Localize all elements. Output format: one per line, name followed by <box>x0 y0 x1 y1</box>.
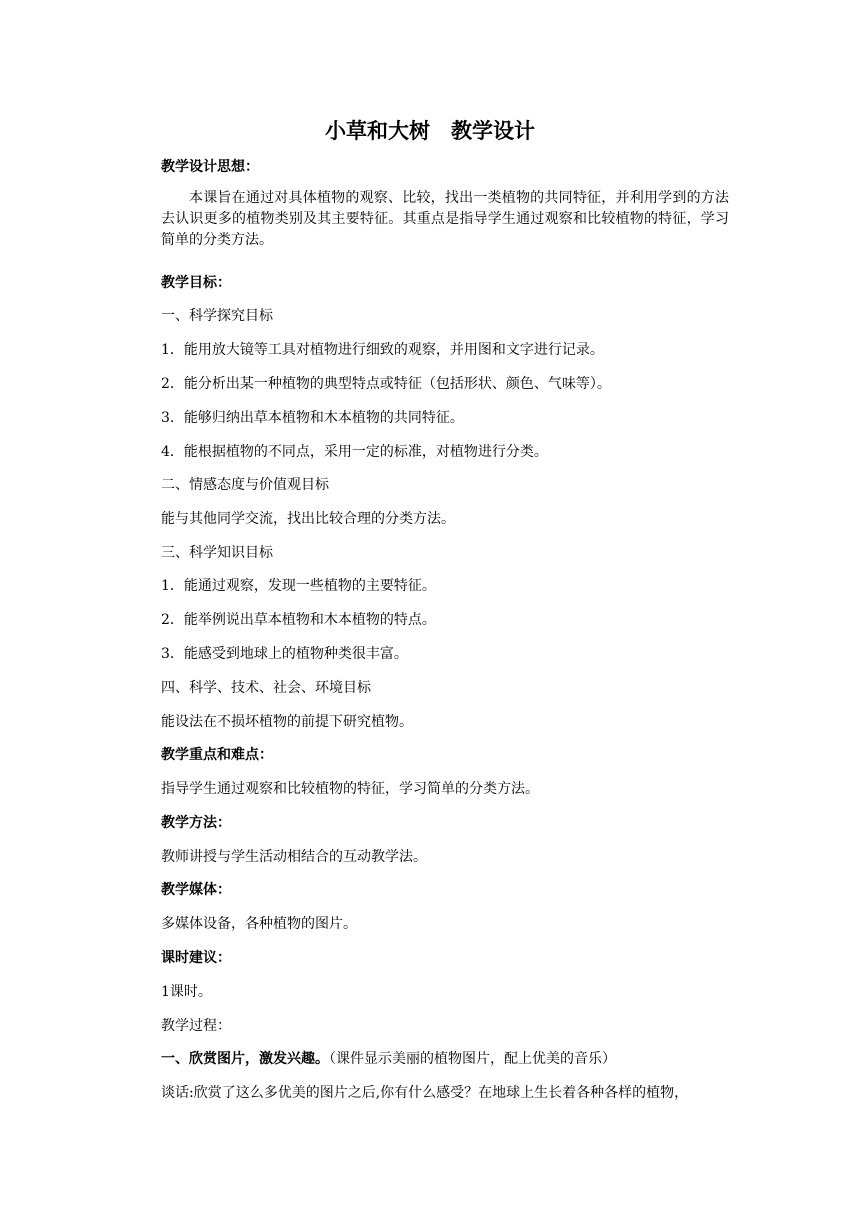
time-text: 1课时。 <box>161 984 212 1000</box>
goal1-item-1: 1．能用放大镜等工具对植物进行细致的观察，并用图和文字进行记录。 <box>161 342 604 358</box>
step1-title: 一、欣赏图片，激发兴趣。 <box>161 1051 329 1067</box>
process-heading: 教学过程： <box>161 1018 231 1034</box>
time-heading: 课时建议： <box>161 950 231 966</box>
goal4-text: 能设法在不损坏植物的前提下研究植物。 <box>161 714 413 730</box>
step1-line <box>161 1049 616 1069</box>
method-heading: 教学方法： <box>161 815 231 831</box>
goal1-item-3: 3．能够归纳出草本植物和木本植物的共同特征。 <box>161 410 464 426</box>
step1-note: （课件显示美丽的植物图片，配上优美的音乐） <box>329 1051 616 1067</box>
goal2-text: 能与其他同学交流，找出比较合理的分类方法。 <box>161 511 455 527</box>
goals-heading: 教学目标： <box>161 275 231 291</box>
design-idea-text: 本课旨在通过对具体植物的观察、比较，找出一类植物的共同特征，并利用学到的方法去认识更多的植物类别及其主要特征。其重点是指导学生通过观察和比较植物的特征，学习简单的分类方法。 <box>161 190 729 248</box>
goal3-item-1: 1．能通过观察，发现一些植物的主要特征。 <box>161 578 436 594</box>
goal1-heading: 一、科学探究目标 <box>161 308 273 324</box>
key-heading: 教学重点和难点： <box>161 747 273 763</box>
media-text: 多媒体设备，各种植物的图片。 <box>161 916 357 932</box>
key-text: 指导学生通过观察和比较植物的特征，学习简单的分类方法。 <box>161 781 539 797</box>
goal1-item-4: 4．能根据植物的不同点，采用一定的标准，对植物进行分类。 <box>161 444 548 460</box>
talk-text: 谈话:欣赏了这么多优美的图片之后,你有什么感受？在地球上生长着各种各样的植物， <box>161 1085 689 1101</box>
goal1-item-2: 2．能分析出某一种植物的典型特点或特征（包括形状、颜色、气味等）。 <box>161 376 611 392</box>
document-title: 小草和大树 教学设计 <box>325 118 535 143</box>
goal4-heading: 四、科学、技术、社会、环境目标 <box>161 680 371 696</box>
method-text: 教师讲授与学生活动相结合的互动教学法。 <box>161 849 427 865</box>
media-heading: 教学媒体： <box>161 882 231 898</box>
goal2-heading: 二、情感态度与价值观目标 <box>161 477 329 493</box>
design-idea-heading: 教学设计思想： <box>161 159 259 175</box>
goal3-item-3: 3．能感受到地球上的植物种类很丰富。 <box>161 646 408 662</box>
goal3-heading: 三、科学知识目标 <box>161 545 273 561</box>
goal3-item-2: 2．能举例说出草本植物和木本植物的特点。 <box>161 612 436 628</box>
